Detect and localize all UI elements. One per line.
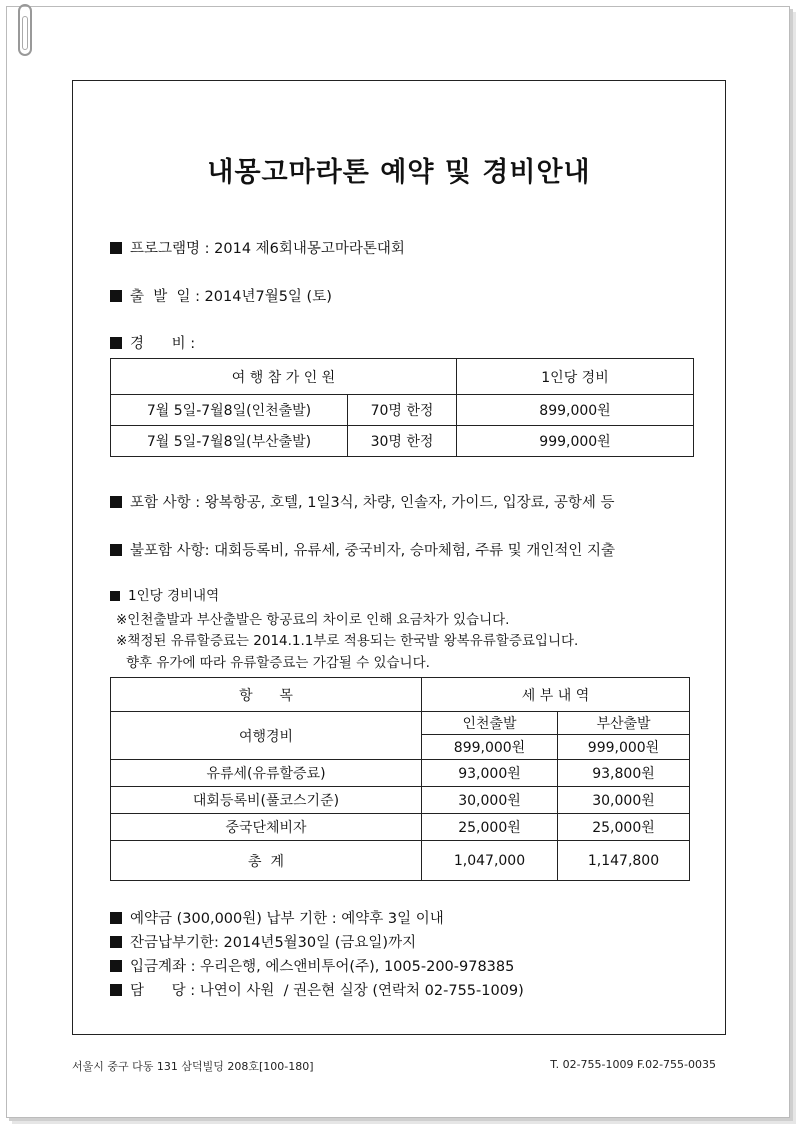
detail-header-detail: 세 부 내 역 xyxy=(422,678,690,712)
item-cell: 여행경비 xyxy=(111,712,422,760)
cost-heading-line xyxy=(110,332,195,353)
busan-cell: 30,000원 xyxy=(558,787,690,814)
table-row xyxy=(111,426,694,457)
busan-cell: 25,000원 xyxy=(558,814,690,841)
limit-cell: 70명 한정 xyxy=(348,395,457,426)
limit-cell: 30명 한정 xyxy=(348,426,457,457)
excluded-line xyxy=(110,539,615,560)
deposit-line xyxy=(110,907,444,928)
paperclip-icon xyxy=(18,4,32,56)
detail-subheader-busan: 부산출발 xyxy=(558,712,690,735)
table-row xyxy=(111,814,690,841)
bullet-square-icon xyxy=(110,984,122,996)
departure-line xyxy=(110,285,332,306)
bullet-square-icon xyxy=(110,290,122,302)
contact-line xyxy=(110,979,524,1000)
account-line xyxy=(110,955,514,976)
bullet-square-icon xyxy=(110,936,122,948)
total-incheon-cell: 1,047,000 xyxy=(422,841,558,881)
excluded-text: 불포함 사항: 대회등록비, 유류세, 중국비자, 승마체험, 주류 및 개인적인 지출 xyxy=(130,543,616,559)
bullet-square-icon xyxy=(110,544,122,556)
price-cell: 999,000원 xyxy=(457,426,694,457)
table-row xyxy=(111,760,690,787)
breakdown-heading-text: 1인당 경비내역 xyxy=(128,588,220,604)
contact-text: 담 당 : 나연이 사원 / 권은현 실장 (연락처 02-755-1009) xyxy=(130,983,524,999)
bullet-square-icon xyxy=(110,242,122,254)
program-line xyxy=(110,237,405,258)
footer-address: 서울시 중구 다동 131 삼덕빌딩 208호[100-180] xyxy=(72,1060,314,1073)
cost-table-header-participants: 여 행 참 가 인 원 xyxy=(111,359,457,395)
cost-table-header-row xyxy=(111,359,694,395)
busan-cell: 93,800원 xyxy=(558,760,690,787)
bullet-square-icon xyxy=(110,496,122,508)
item-cell: 중국단체비자 xyxy=(111,814,422,841)
price-cell: 899,000원 xyxy=(457,395,694,426)
note-line: 향후 유가에 따라 유류할증료는 가감될 수 있습니다. xyxy=(126,655,430,671)
table-row xyxy=(111,395,694,426)
period-cell: 7월 5일-7월8일(인천출발) xyxy=(111,395,348,426)
balance-text: 잔금납부기한: 2014년5월30일 (금요일)까지 xyxy=(130,935,417,951)
balance-line xyxy=(110,931,416,952)
table-row xyxy=(111,712,690,735)
program-text: 프로그램명 : 2014 제6회내몽고마라톤대회 xyxy=(130,241,405,257)
period-cell: 7월 5일-7월8일(부산출발) xyxy=(111,426,348,457)
account-text: 입금계좌 : 우리은행, 에스앤비투어(주), 1005-200-978385 xyxy=(130,959,515,975)
item-cell: 대회등록비(풀코스기준) xyxy=(111,787,422,814)
bullet-square-icon xyxy=(110,337,122,349)
total-label-cell: 총 계 xyxy=(111,841,422,881)
table-row xyxy=(111,787,690,814)
departure-text: 출 발 일 : 2014년7월5일 (토) xyxy=(130,289,332,305)
included-line xyxy=(110,491,615,512)
detail-subheader-incheon: 인천출발 xyxy=(422,712,558,735)
included-text: 포함 사항 : 왕복항공, 호텔, 1일3식, 차량, 인솔자, 가이드, 입장료, 공항세 등 xyxy=(130,495,615,511)
incheon-cell: 899,000원 xyxy=(422,735,558,760)
breakdown-heading-line xyxy=(110,584,219,604)
incheon-cell: 93,000원 xyxy=(422,760,558,787)
item-cell: 유류세(유류할증료) xyxy=(111,760,422,787)
cost-heading-text: 경 비 : xyxy=(130,336,196,352)
incheon-cell: 25,000원 xyxy=(422,814,558,841)
bullet-square-icon xyxy=(110,912,122,924)
note-line: ※책정된 유류할증료는 2014.1.1부로 적용되는 한국발 왕복유류할증료입니다. xyxy=(116,633,579,649)
cost-table-header-price: 1인당 경비 xyxy=(457,359,694,395)
detail-header-item: 항 목 xyxy=(111,678,422,712)
deposit-text: 예약금 (300,000원) 납부 기한 : 예약후 3일 이내 xyxy=(130,911,444,927)
document-title: 내몽고마라톤 예약 및 경비안내 xyxy=(207,157,591,188)
detail-table-header-row xyxy=(111,678,690,712)
footer-phone: T. 02-755-1009 F.02-755-0035 xyxy=(550,1058,716,1071)
note-line: ※인천출발과 부산출발은 항공료의 차이로 인해 요금차가 있습니다. xyxy=(116,612,510,628)
total-row xyxy=(111,841,690,881)
bullet-square-icon xyxy=(110,960,122,972)
detail-table xyxy=(110,677,690,881)
bullet-square-icon xyxy=(110,591,120,601)
cost-table xyxy=(110,358,694,457)
incheon-cell: 30,000원 xyxy=(422,787,558,814)
total-busan-cell: 1,147,800 xyxy=(558,841,690,881)
busan-cell: 999,000원 xyxy=(558,735,690,760)
